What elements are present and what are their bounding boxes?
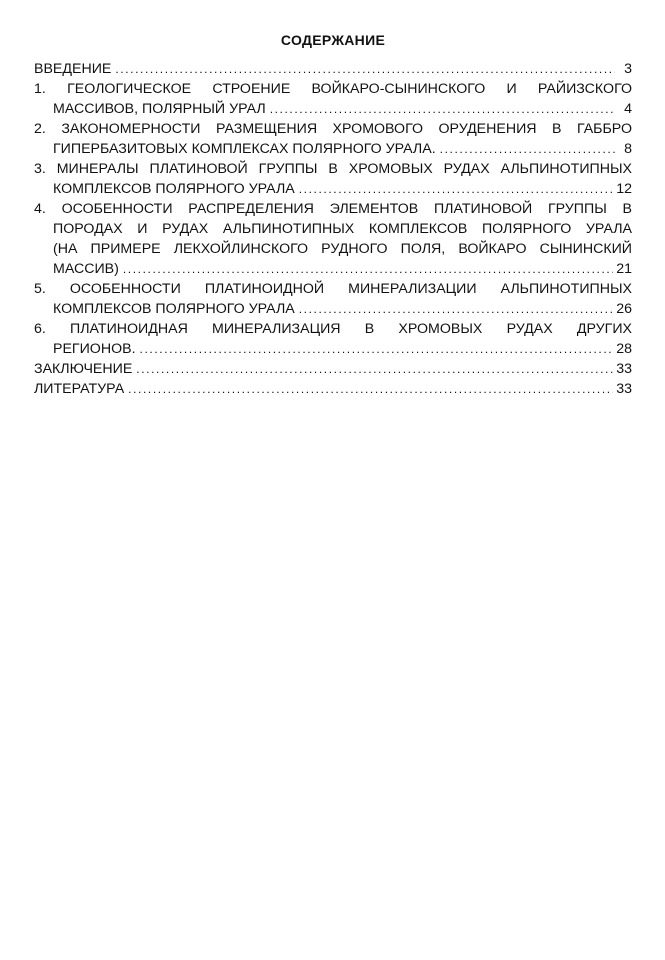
toc-entry-title: КОМПЛЕКСОВ ПОЛЯРНОГО УРАЛА: [53, 181, 295, 197]
toc-entry[interactable]: [34, 79, 632, 119]
toc-page-number: 8: [624, 141, 632, 157]
toc-entry-line: ПОРОДАХ И РУДАХ АЛЬПИНОТИПНЫХ КОМПЛЕКСОВ ПОЛЯРНОГО УРАЛА: [53, 221, 632, 237]
toc-entry[interactable]: [34, 279, 632, 319]
toc-entry-last-line: [34, 359, 632, 379]
dot-leader: [123, 259, 613, 279]
toc-entry-line: 3. МИНЕРАЛЫ ПЛАТИНОВОЙ ГРУППЫ В ХРОМОВЫХ РУДАХ АЛЬПИНОТИПНЫХ: [34, 161, 632, 177]
toc-entry-line: 6. ПЛАТИНОИДНАЯ МИНЕРАЛИЗАЦИЯ В ХРОМОВЫХ РУДАХ ДРУГИХ: [34, 321, 632, 337]
toc-page-number: 12: [616, 181, 632, 197]
toc-entry-line: 4. ОСОБЕННОСТИ РАСПРЕДЕЛЕНИЯ ЭЛЕМЕНТОВ ПЛАТИНОВОЙ ГРУППЫ В: [34, 201, 632, 217]
toc-entry[interactable]: [34, 59, 632, 79]
toc-entry-title: КОМПЛЕКСОВ ПОЛЯРНОГО УРАЛА: [53, 301, 295, 317]
toc-page-number: 33: [616, 381, 632, 397]
toc-entry-last-line: [34, 339, 632, 359]
toc-page-number: 21: [616, 261, 632, 277]
toc-entry-title: МАССИВ): [53, 261, 119, 277]
toc-page-number: 33: [616, 361, 632, 377]
dot-leader: [440, 139, 615, 159]
dot-leader: [136, 359, 613, 379]
table-of-contents: [34, 59, 632, 399]
toc-page-number: 28: [616, 341, 632, 357]
toc-entry[interactable]: [34, 319, 632, 359]
dot-leader: [270, 99, 615, 119]
toc-entry-last-line: [34, 59, 632, 79]
toc-entry-title: МАССИВОВ, ПОЛЯРНЫЙ УРАЛ: [53, 101, 266, 117]
toc-entry-line: 1. ГЕОЛОГИЧЕСКОЕ СТРОЕНИЕ ВОЙКАРО-СЫНИНСКОГО И РАЙИЗСКОГО: [34, 81, 632, 97]
toc-entry-title: ГИПЕРБАЗИТОВЫХ КОМПЛЕКСАХ ПОЛЯРНОГО УРАЛА.: [53, 141, 436, 157]
toc-entry-line: 5. ОСОБЕННОСТИ ПЛАТИНОИДНОЙ МИНЕРАЛИЗАЦИИ АЛЬПИНОТИПНЫХ: [34, 281, 632, 297]
toc-entry-title: ЛИТЕРАТУРА: [34, 381, 125, 397]
toc-entry-line: (НА ПРИМЕРЕ ЛЕКХОЙЛИНСКОГО РУДНОГО ПОЛЯ, ВОЙКАРО СЫНИНСКИЙ: [53, 241, 632, 257]
toc-entry-line: 2. ЗАКОНОМЕРНОСТИ РАЗМЕЩЕНИЯ ХРОМОВОГО ОРУДЕНЕНИЯ В ГАББРО: [34, 121, 632, 137]
dot-leader: [299, 299, 613, 319]
toc-entry-last-line: [34, 259, 632, 279]
toc-entry-last-line: [34, 179, 632, 199]
dot-leader: [128, 379, 613, 399]
toc-entry-last-line: [34, 139, 632, 159]
toc-page-number: 3: [624, 61, 632, 77]
document-page: [34, 30, 632, 399]
dot-leader: [140, 339, 614, 359]
toc-entry-title: ВВЕДЕНИЕ: [34, 61, 112, 77]
dot-leader: [299, 179, 613, 199]
toc-entry[interactable]: [34, 379, 632, 399]
toc-entry-title: РЕГИОНОВ.: [53, 341, 136, 357]
toc-entry-last-line: [34, 379, 632, 399]
toc-entry[interactable]: [34, 159, 632, 199]
toc-entry-last-line: [34, 99, 632, 119]
toc-entry-last-line: [34, 299, 632, 319]
toc-page-number: 4: [624, 101, 632, 117]
toc-page-number: 26: [616, 301, 632, 317]
toc-entry[interactable]: [34, 119, 632, 159]
toc-entry[interactable]: [34, 199, 632, 279]
page-title: СОДЕРЖАНИЕ: [280, 32, 386, 48]
dot-leader: [115, 59, 615, 79]
toc-entry-title: ЗАКЛЮЧЕНИЕ: [34, 361, 133, 377]
toc-entry[interactable]: [34, 359, 632, 379]
